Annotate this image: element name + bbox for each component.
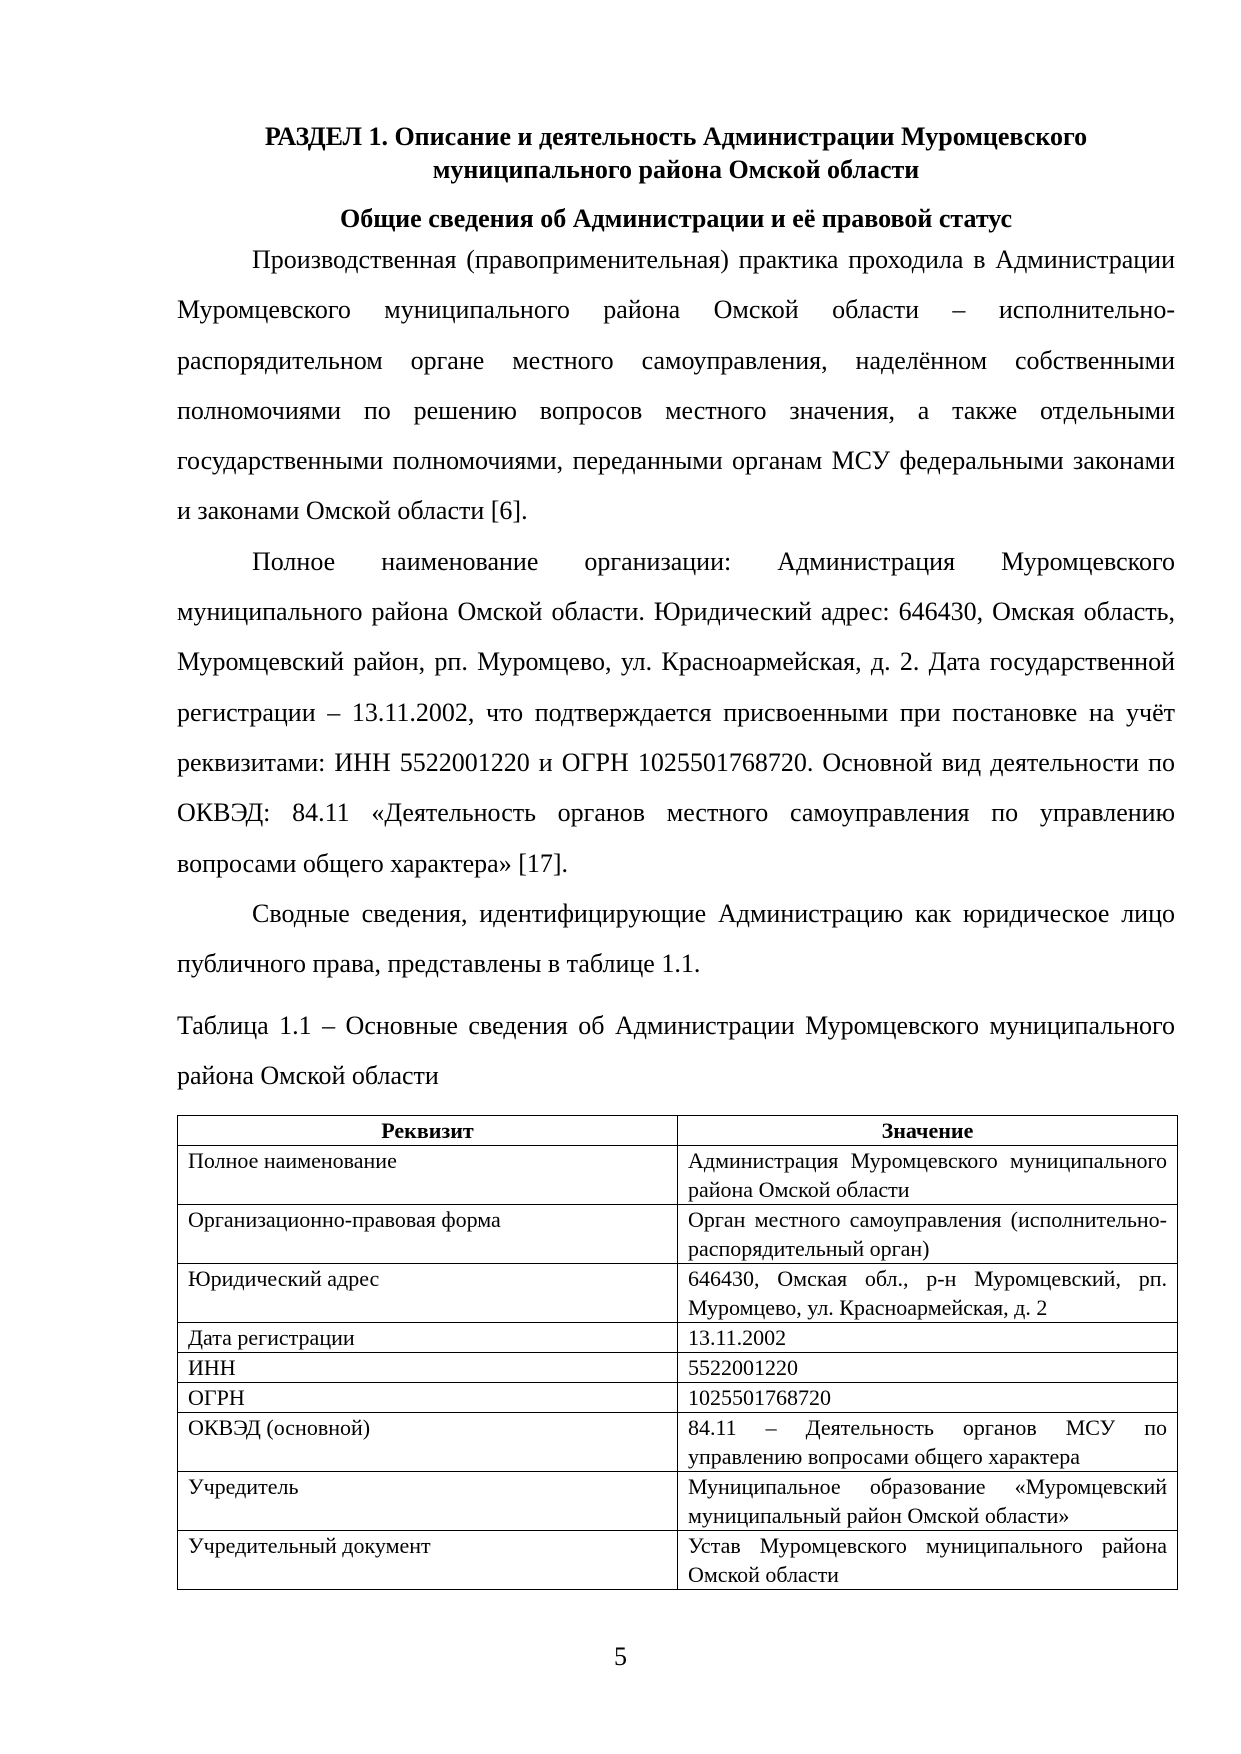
table-row [178,1264,1178,1323]
table-row [178,1323,1178,1353]
section-title [177,120,1175,186]
table-header-row [178,1116,1178,1146]
paragraph-1: Производственная (правоприменительная) практика проходила в Администрации Муромцевского муниципального района Омской области – исполнительно-распорядительном органе местного самоуправления, наделённом собственными полномочиями по решению вопросов местного значения, а также отдельными государственными полномочиями, переданными органам МСУ федеральными законами и законами Омской области [6]. [177,245,1175,526]
paragraph-3: Сводные сведения, идентифицирующие Администрацию как юридическое лицо публичного права, представлены в таблице 1.1. [177,898,1175,979]
requisite-cell: ИНН [178,1353,678,1383]
column-header-requisite: Реквизит [178,1116,678,1146]
requisites-table [177,1115,1178,1590]
value-cell: 13.11.2002 [678,1323,1178,1353]
subsection-title: Общие сведения об Администрации и её правовой статус [340,204,1012,233]
column-header-value: Значение [678,1116,1178,1146]
requisite-cell: Организационно-правовая форма [178,1205,678,1264]
table-row [178,1531,1178,1590]
requisite-cell: Учредитель [178,1472,678,1531]
value-cell: Устав Муромцевского муниципального района Омской области [678,1531,1178,1590]
page-content [177,120,1175,1590]
requisite-cell: Полное наименование [178,1146,678,1205]
value-cell: Администрация Муромцевского муниципального района Омской области [678,1146,1178,1205]
page-number: 5 [614,1642,627,1671]
table-row [178,1472,1178,1531]
value-cell: 5522001220 [678,1353,1178,1383]
table-row [178,1146,1178,1205]
section-title-line-2: муниципального района Омской области [432,155,920,184]
requisite-cell: Дата регистрации [178,1323,678,1353]
value-cell: 1025501768720 [678,1383,1178,1413]
section-title-line-1: РАЗДЕЛ 1. Описание и деятельность Администрации Муромцевского [264,122,1088,151]
table-row [178,1205,1178,1264]
requisite-cell: Юридический адрес [178,1264,678,1323]
table-row [178,1383,1178,1413]
requisite-cell: ОГРН [178,1383,678,1413]
requisite-cell: Учредительный документ [178,1531,678,1590]
table-caption: Таблица 1.1 – Основные сведения об Администрации Муромцевского муниципального района Омской области [177,1011,1175,1091]
value-cell: 84.11 – Деятельность органов МСУ по управлению вопросами общего характера [678,1413,1178,1472]
value-cell: Муниципальное образование «Муромцевский муниципальный район Омской области» [678,1472,1178,1531]
table-row [178,1353,1178,1383]
table-row [178,1413,1178,1472]
requisite-cell: ОКВЭД (основной) [178,1413,678,1472]
paragraph-2: Полное наименование организации: Администрация Муромцевского муниципального района Омской области. Юридический адрес: 646430, Омская область, Муромцевский район, рп. Муромцево, ул. Красноармейская, д. 2. Дата государственной регистрации – 13.11.2002, что подтверждается присвоенными при постановке на учёт реквизитами: ИНН 5522001220 и ОГРН 1025501768720. Основной вид деятельности по ОКВЭД: 84.11 «Деятельность органов местного самоуправления по управлению вопросами общего характера» [17]. [177,546,1175,878]
value-cell: Орган местного самоуправления (исполнительно-распорядительный орган) [678,1205,1178,1264]
value-cell: 646430, Омская обл., р-н Муромцевский, рп. Муромцево, ул. Красноармейская, д. 2 [678,1264,1178,1323]
